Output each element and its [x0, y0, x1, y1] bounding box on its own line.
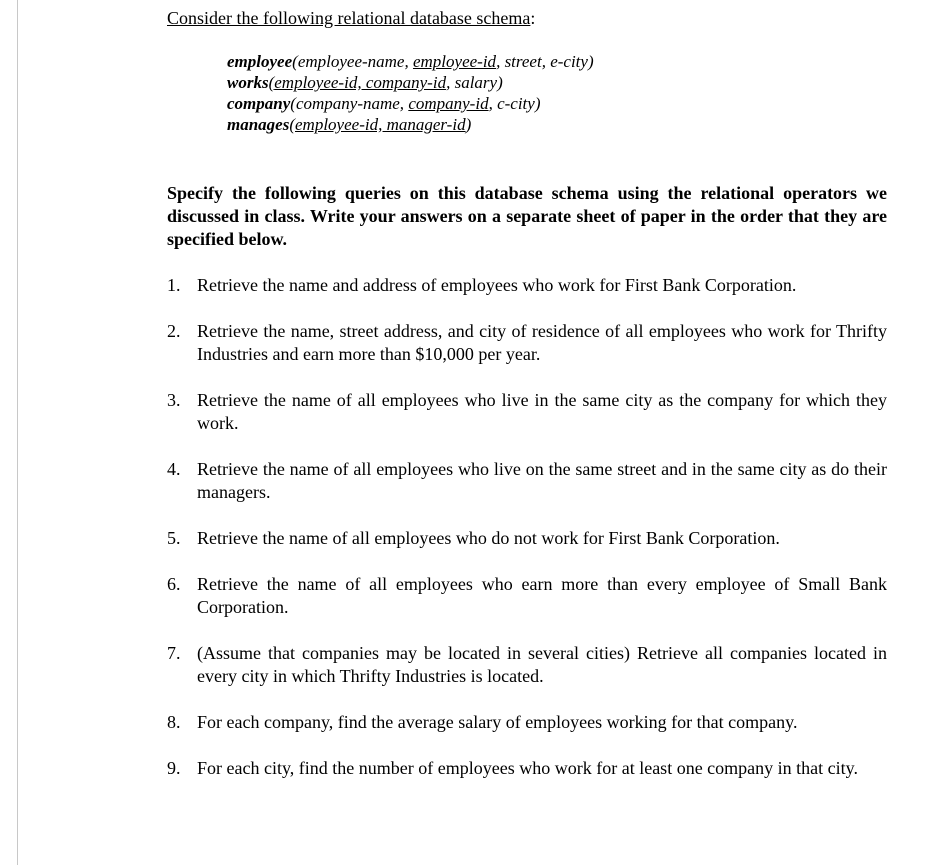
question-number: 8. — [167, 712, 181, 732]
question-text: Retrieve the name of all employees who live in the same city as the company for which they work. — [197, 390, 887, 433]
question-text: Retrieve the name of all employees who do not work for First Bank Corporation. — [197, 528, 780, 548]
question-item — [167, 527, 887, 550]
question-number: 2. — [167, 321, 181, 341]
question-item — [167, 757, 887, 780]
question-item — [167, 389, 887, 435]
question-number: 3. — [167, 390, 181, 410]
question-text: Retrieve the name and address of employees who work for First Bank Corporation. — [197, 275, 797, 295]
question-item — [167, 642, 887, 688]
question-item — [167, 711, 887, 734]
schema-manages: manages(employee-id, manager-id) — [227, 115, 472, 134]
relation-name: company — [227, 94, 291, 113]
primary-key: employee-id — [412, 52, 497, 71]
question-text: For each company, find the average salary of employees working for that company. — [197, 712, 798, 732]
question-text: For each city, find the number of employees who work for at least one company in that city. — [197, 758, 858, 778]
primary-key: employee-id, manager-id — [295, 115, 466, 134]
schema-works: works(employee-id, company-id, salary) — [227, 73, 503, 92]
page-left-edge — [17, 0, 18, 865]
intro-text: Consider the following relational database schema — [167, 8, 531, 28]
question-item — [167, 458, 887, 504]
question-text: Retrieve the name of all employees who earn more than every employee of Small Bank Corporation. — [197, 574, 887, 617]
question-item — [167, 573, 887, 619]
instructions-paragraph: Specify the following queries on this database schema using the relational operators we discussed in class. Write your answers on a separate sheet of paper in the order that they are specified below. — [167, 183, 887, 249]
question-number: 5. — [167, 528, 181, 548]
question-number: 6. — [167, 574, 181, 594]
question-number: 7. — [167, 643, 181, 663]
question-number: 9. — [167, 758, 181, 778]
schema-company: company(company-name, company-id, c-city) — [227, 94, 541, 113]
intro-colon: : — [530, 8, 536, 28]
primary-key: company-id — [408, 94, 489, 113]
question-item — [167, 320, 887, 366]
primary-key: employee-id, company-id — [274, 73, 447, 92]
question-text: (Assume that companies may be located in several cities) Retrieve all companies located in every city in which Thrifty Industries is located. — [197, 643, 887, 686]
question-item — [167, 274, 887, 297]
intro-line — [167, 7, 535, 29]
relation-name: works — [227, 73, 269, 92]
relation-name: employee — [227, 52, 293, 71]
schema-block — [227, 51, 594, 135]
question-number: 4. — [167, 459, 181, 479]
question-text: Retrieve the name, street address, and city of residence of all employees who work for Thrifty Industries and earn more than $10,000 per year. — [197, 321, 887, 364]
question-number: 1. — [167, 275, 181, 295]
schema-employee: employee(employee-name, employee-id, street, e-city) — [227, 52, 594, 71]
question-text: Retrieve the name of all employees who live on the same street and in the same city as do their managers. — [197, 459, 887, 502]
relation-name: manages — [227, 115, 290, 134]
